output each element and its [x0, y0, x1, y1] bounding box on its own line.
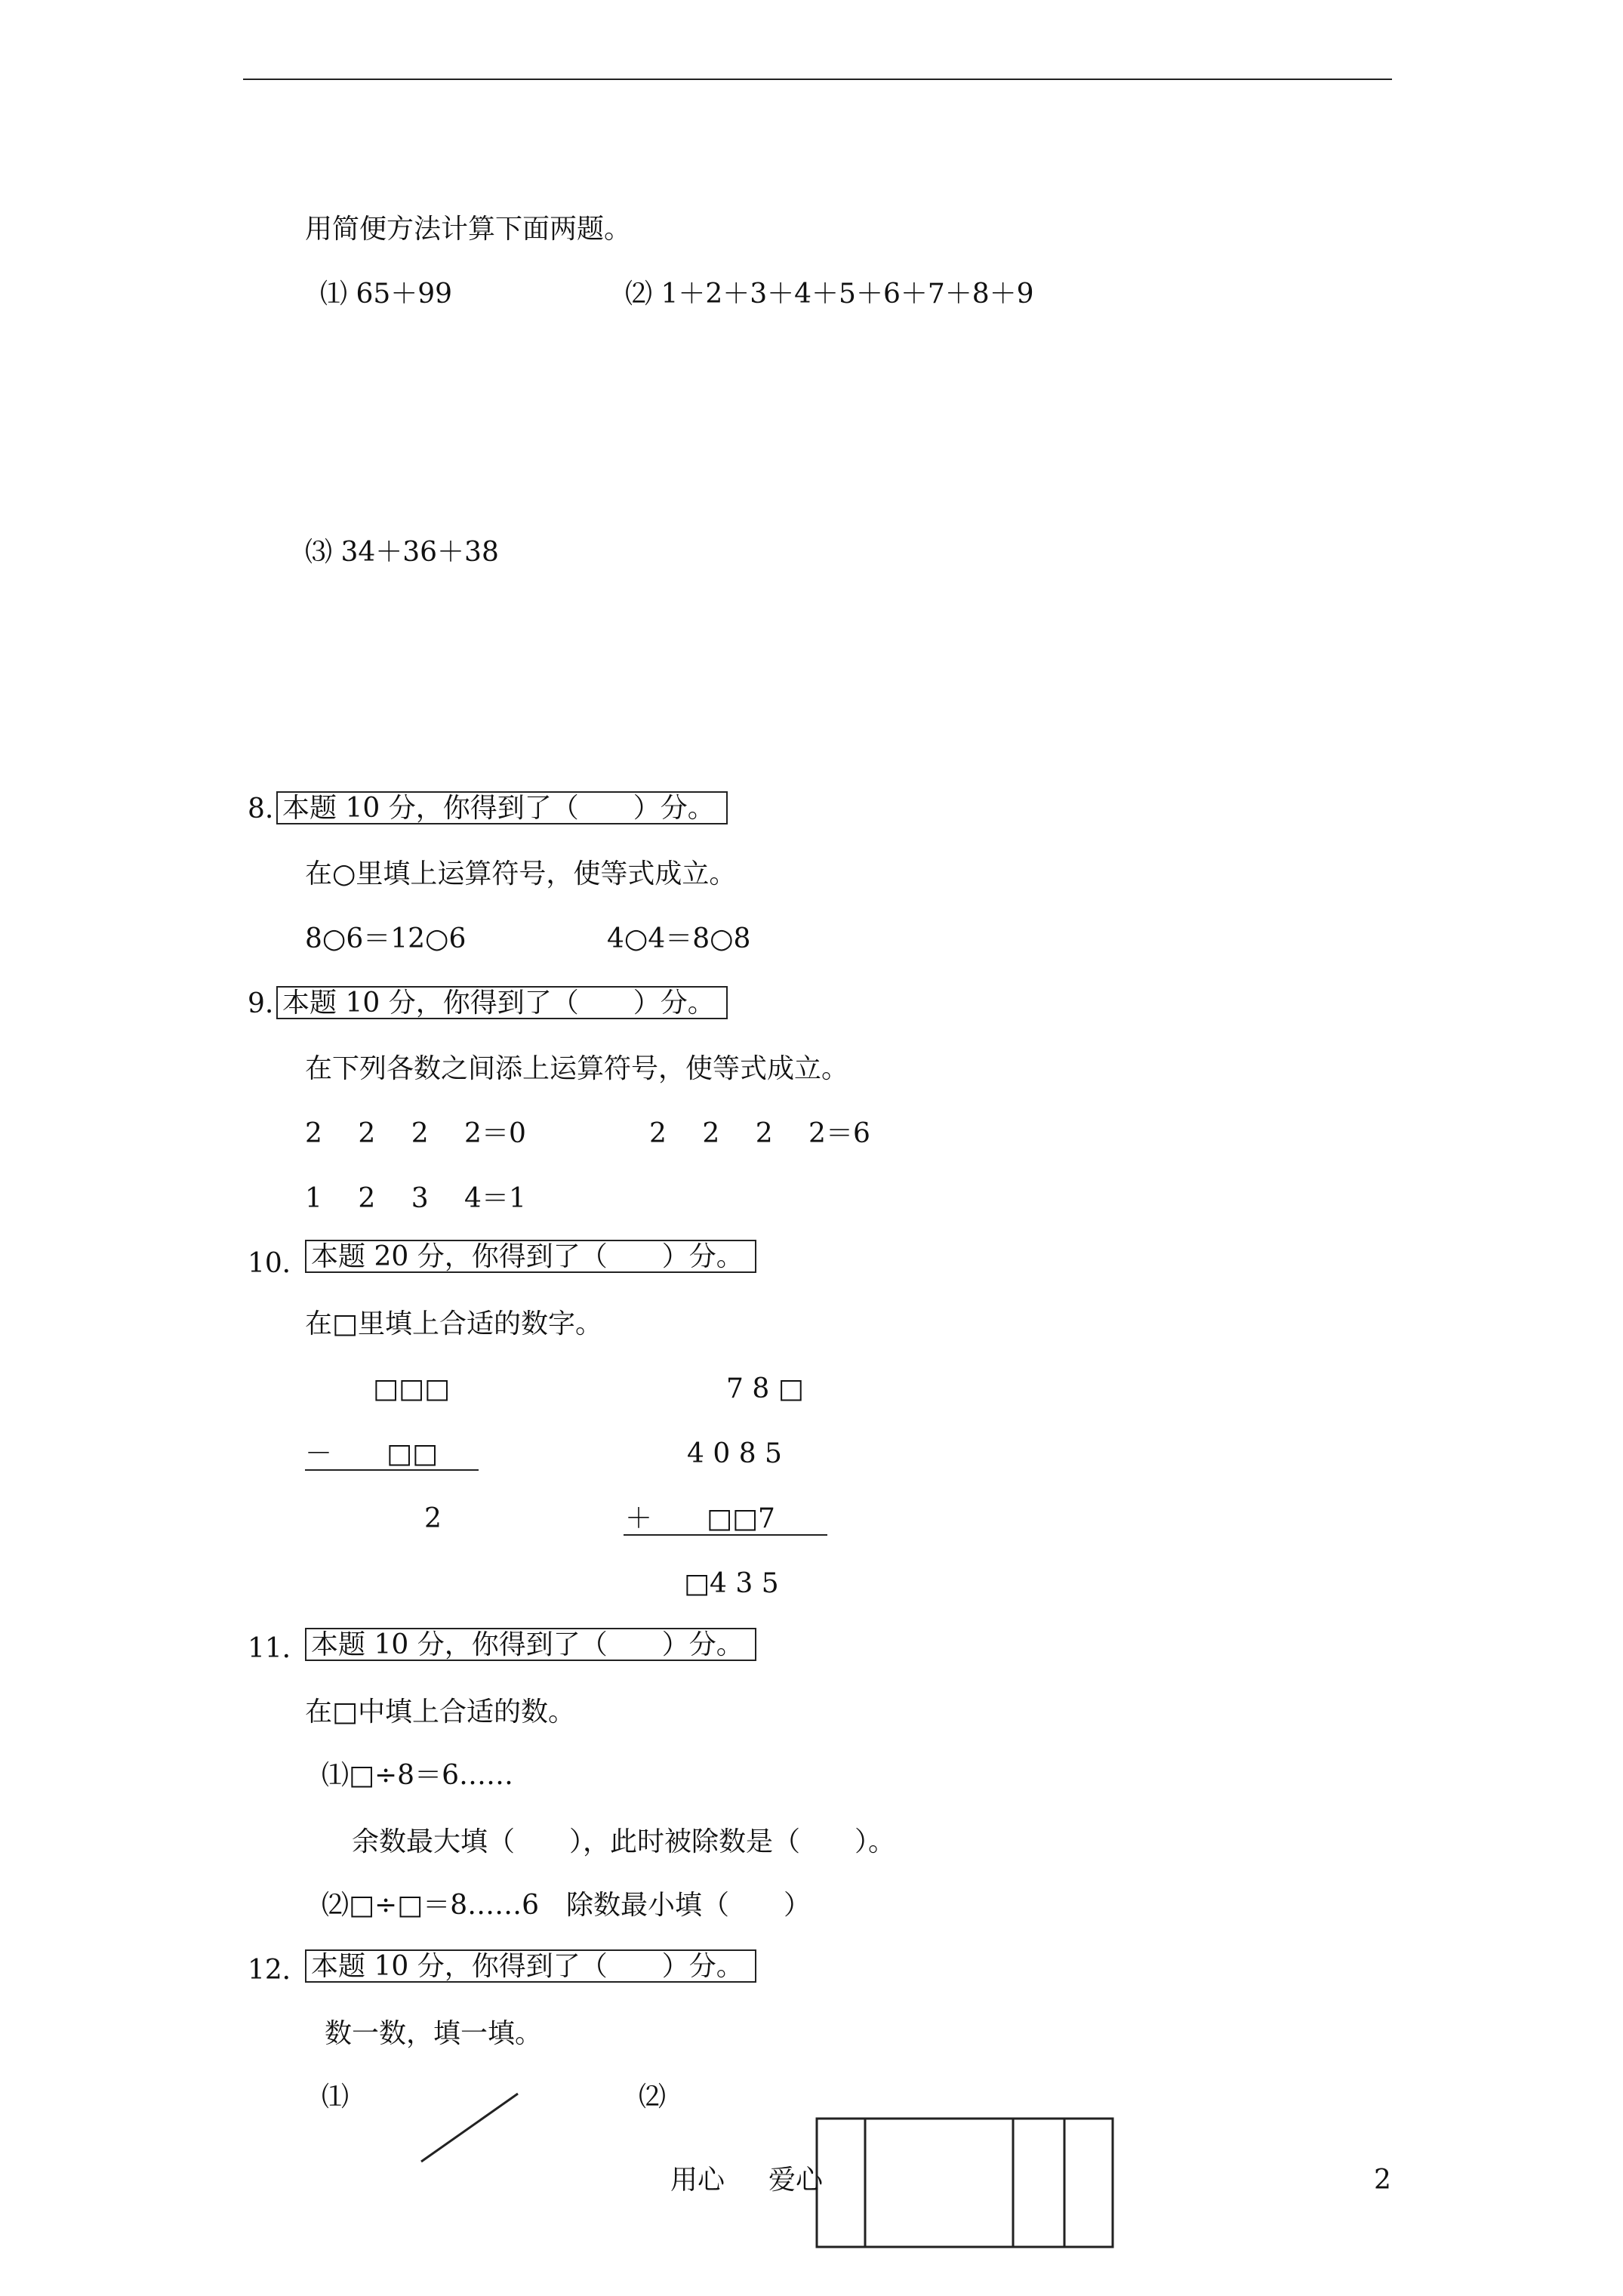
addition-top: 7 8 □	[726, 1373, 804, 1404]
problem-2: ⑵ 1＋2＋3＋4＋5＋6＋7＋8＋9	[625, 279, 1034, 310]
q9-instruction: 在下列各数之间添上运算符号，使等式成立。	[305, 1053, 849, 1084]
q11-number: 11．	[248, 1633, 310, 1664]
footer-right-text: 爱心	[768, 2165, 824, 2196]
subtraction-top: □□□	[373, 1373, 451, 1404]
q8-equation-1: 8○6＝12○6	[305, 923, 467, 954]
q12-figure-2-label: ⑵	[639, 2082, 667, 2113]
outer-rectangle	[817, 2119, 1113, 2247]
addition-result: □4 3 5	[684, 1568, 779, 1599]
q9-number: 9.	[248, 988, 274, 1019]
q10-score: 本题 20 分，你得到了（ ）分。	[311, 1241, 744, 1272]
q12-figure-1-line-segment	[421, 2094, 518, 2162]
q8-number: 8.	[248, 794, 274, 824]
addition-middle-2: ＋ □□7	[625, 1503, 775, 1534]
addition-middle-1: 4 0 8 5	[687, 1438, 782, 1469]
q12-figure-2-rectangles	[817, 2119, 1113, 2247]
footer-left-text: 用心	[670, 2165, 725, 2196]
q11-score: 本题 10 分，你得到了（ ）分。	[311, 1629, 744, 1660]
subtraction-middle: － □□	[305, 1438, 439, 1469]
q10-instruction: 在□里填上合适的数字。	[305, 1308, 603, 1339]
q8-instruction: 在○里填上运算符号，使等式成立。	[305, 858, 737, 889]
q9-equation-3: 1 2 3 4＝1	[305, 1183, 526, 1214]
q11-problem-1: ⑴□÷8＝6……	[322, 1760, 513, 1791]
q11-instruction: 在□中填上合适的数。	[305, 1697, 576, 1727]
q8-score: 本题 10 分，你得到了（ ）分。	[282, 793, 715, 824]
subtraction-result: 2	[424, 1503, 442, 1534]
q11-problem-2: ⑵□÷□＝8……6 除数最小填（ ）	[322, 1890, 812, 1921]
q12-figure-1-label: ⑴	[322, 2082, 350, 2113]
q9-equation-1: 2 2 2 2＝0	[305, 1118, 526, 1149]
problem-3: ⑶ 34＋36＋38	[305, 537, 499, 568]
q12-score: 本题 10 分，你得到了（ ）分。	[311, 1951, 744, 1982]
q10-number: 10．	[248, 1248, 310, 1279]
problem-1: ⑴ 65＋99	[320, 279, 453, 310]
q9-equation-2: 2 2 2 2＝6	[649, 1118, 870, 1149]
intro-instruction: 用简便方法计算下面两题。	[305, 214, 632, 245]
page-number: 2	[1374, 2165, 1391, 2196]
q9-score: 本题 10 分，你得到了（ ）分。	[282, 988, 715, 1019]
q12-number: 12．	[248, 1955, 310, 1986]
q11-problem-1-question: 余数最大填（ ），此时被除数是（ ）。	[352, 1826, 896, 1857]
q12-instruction: 数一数，填一填。	[325, 2018, 543, 2049]
q8-equation-2: 4○4＝8○8	[607, 923, 751, 954]
